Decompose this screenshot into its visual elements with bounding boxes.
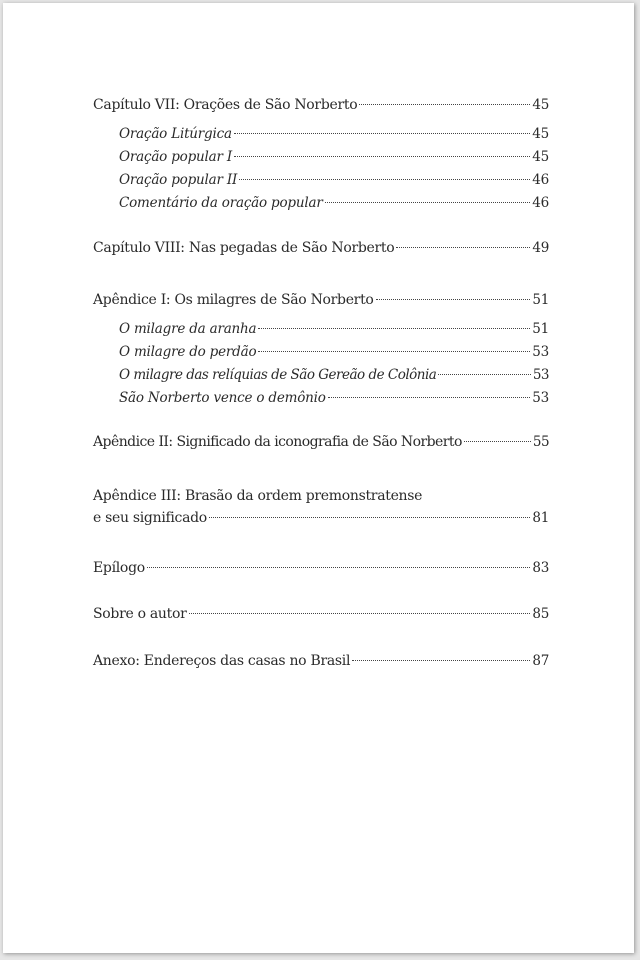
toc-subentry [93,319,549,341]
toc-entry-page: 81 [532,510,549,526]
dot-leader [258,351,530,352]
dot-leader [396,247,530,248]
dot-leader [234,133,530,134]
toc-entry-title: Anexo: Endereços das casas no Brasil [93,653,351,669]
toc-entry-appendix-3-line1: Apêndice III: Brasão da ordem premonstratense [93,488,423,504]
toc-subentry-page: 46 [532,195,549,211]
toc-entry-page: 83 [532,560,549,576]
toc-entry-epilogo [93,558,549,580]
toc-subentry-title: São Norberto vence o demônio [119,390,326,406]
toc-entry-chapter-7 [93,95,549,117]
toc-subentry [93,388,549,410]
book-page [3,3,634,953]
toc-subentry-page: 53 [532,367,549,383]
dot-leader [352,660,530,661]
toc-entry-appendix-2 [93,432,549,454]
dot-leader [438,374,530,375]
toc-subentry-title: Oração Litúrgica [119,126,232,142]
toc-subentry [93,147,549,169]
toc-entry-title: e seu significado [93,510,207,526]
toc-subentry-page: 46 [532,172,549,188]
toc-entry-page: 55 [532,434,549,450]
toc-entry-page: 51 [532,292,549,308]
dot-leader [325,202,531,203]
toc-subentry-page: 51 [532,321,549,337]
toc-subentry-title: Oração popular I [119,149,232,165]
toc-entry-title: Capítulo VII: Orações de São Norberto [93,97,358,113]
toc-entry-title: Capítulo VIII: Nas pegadas de São Norberto [93,240,395,256]
toc-entry-page: 85 [532,606,549,622]
toc-subentry-title: O milagre do perdão [119,344,257,360]
dot-leader [209,517,530,518]
dot-leader [359,104,530,105]
dot-leader [328,397,531,398]
dot-leader [464,441,531,442]
toc-subentry-page: 53 [532,344,549,360]
toc-subentry-page: 45 [532,149,549,165]
toc-entry-title: Apêndice II: Significado da iconografia de São Norberto [93,434,462,450]
toc-subentry [93,193,549,215]
toc-entry-page: 49 [532,240,549,256]
toc-entry-page: 87 [532,653,549,669]
toc-entry-chapter-8 [93,238,549,260]
dot-leader [147,567,531,568]
toc-entry-anexo [93,651,549,673]
toc-subentry-page: 53 [532,390,549,406]
toc-entry-page: 45 [532,97,549,113]
toc-subentry [93,365,549,387]
toc-entry-sobre-o-autor [93,604,549,626]
toc-subentry-page: 45 [532,126,549,142]
dot-leader [376,299,531,300]
toc-entry-appendix-3 [93,508,549,530]
toc-subentry-title: Comentário da oração popular [119,195,323,211]
dot-leader [258,328,530,329]
toc-entry-title: Apêndice I: Os milagres de São Norberto [93,292,374,308]
dot-leader [234,156,530,157]
dot-leader [239,179,530,180]
dot-leader [189,613,531,614]
toc-subentry [93,342,549,364]
toc-entry-title: Sobre o autor [93,606,187,622]
toc-subentry-title: O milagre das relíquias de São Gereão de Colônia [119,367,437,383]
toc-entry-title: Epílogo [93,560,145,576]
toc-subentry [93,170,549,192]
toc-subentry-title: O milagre da aranha [119,321,257,337]
toc-subentry [93,124,549,146]
toc-entry-appendix-1 [93,290,549,312]
toc-subentry-title: Oração popular II [119,172,238,188]
